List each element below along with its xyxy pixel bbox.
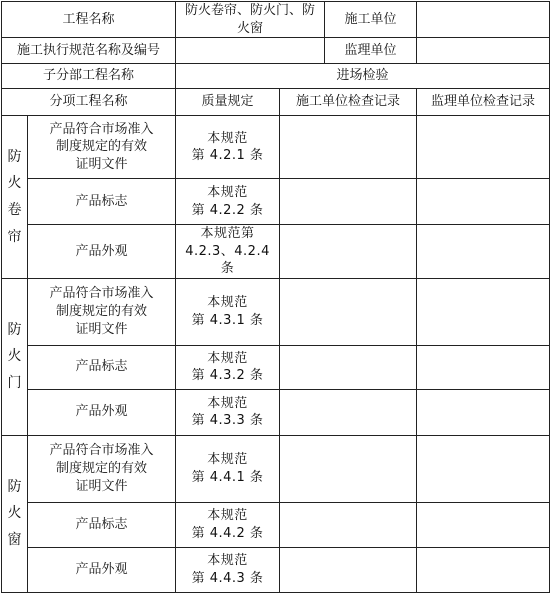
supervisor-record-header: 监理单位检查记录 [417, 89, 550, 116]
project-name-label: 工程名称 [2, 2, 176, 38]
contractor-record-header: 施工单位检查记录 [280, 89, 417, 116]
contractor-record-cell[interactable] [280, 278, 417, 345]
spec-value[interactable] [176, 38, 325, 64]
supervisor-record-cell[interactable] [417, 116, 550, 179]
rule-cell: 本规范 第 4.3.3 条 [176, 389, 280, 435]
supervisor-record-cell[interactable] [417, 179, 550, 225]
rule-cell: 本规范 第 4.4.2 条 [176, 502, 280, 547]
rule-cell: 本规范 第 4.3.2 条 [176, 345, 280, 389]
rule-cell: 本规范 第 4.3.1 条 [176, 278, 280, 345]
group-name-fire-shutter: 防 火 卷 帘 [2, 116, 28, 279]
subdivision-name-label: 子分部工程名称 [2, 64, 176, 89]
supervisor-label: 监理单位 [325, 38, 417, 64]
contractor-record-cell[interactable] [280, 547, 417, 592]
contractor-record-cell[interactable] [280, 345, 417, 389]
supervisor-record-cell[interactable] [417, 278, 550, 345]
header-row-project [2, 2, 550, 38]
entry-inspection-label: 进场检验 [176, 64, 550, 89]
item-cell: 产品符合市场准入 制度规定的有效 证明文件 [28, 278, 176, 345]
rule-cell: 本规范 第 4.2.2 条 [176, 179, 280, 225]
group-name-fire-window: 防 火 窗 [2, 435, 28, 592]
rule-cell: 本规范 第 4.4.3 条 [176, 547, 280, 592]
contractor-record-cell[interactable] [280, 179, 417, 225]
supervisor-record-cell[interactable] [417, 389, 550, 435]
contractor-record-cell[interactable] [280, 225, 417, 279]
item-cell: 产品标志 [28, 179, 176, 225]
table-row [2, 345, 550, 389]
item-cell: 产品标志 [28, 502, 176, 547]
supervisor-record-cell[interactable] [417, 225, 550, 279]
rule-cell: 本规范 第 4.4.1 条 [176, 435, 280, 502]
table-row [2, 435, 550, 502]
header-row-spec [2, 38, 550, 64]
item-name-header: 分项工程名称 [2, 89, 176, 116]
contractor-label: 施工单位 [325, 2, 417, 38]
supervisor-record-cell[interactable] [417, 345, 550, 389]
table-row [2, 389, 550, 435]
contractor-record-cell[interactable] [280, 389, 417, 435]
contractor-record-cell[interactable] [280, 502, 417, 547]
item-cell: 产品标志 [28, 345, 176, 389]
item-cell: 产品外观 [28, 225, 176, 279]
table-row [2, 179, 550, 225]
contractor-record-cell[interactable] [280, 435, 417, 502]
supervisor-record-cell[interactable] [417, 502, 550, 547]
contractor-record-cell[interactable] [280, 116, 417, 179]
item-cell: 产品外观 [28, 389, 176, 435]
supervisor-record-cell[interactable] [417, 435, 550, 502]
column-header-row [2, 89, 550, 116]
rule-cell: 本规范第 4.2.3、4.2.4 条 [176, 225, 280, 279]
item-cell: 产品符合市场准入 制度规定的有效 证明文件 [28, 435, 176, 502]
rule-cell: 本规范 第 4.2.1 条 [176, 116, 280, 179]
item-cell: 产品符合市场准入 制度规定的有效 证明文件 [28, 116, 176, 179]
item-cell: 产品外观 [28, 547, 176, 592]
quality-rule-header: 质量规定 [176, 89, 280, 116]
table-row [2, 547, 550, 592]
contractor-value[interactable] [417, 2, 550, 38]
group-name-fire-door: 防 火 门 [2, 278, 28, 435]
supervisor-value[interactable] [417, 38, 550, 64]
table-row [2, 502, 550, 547]
table-row [2, 278, 550, 345]
supervisor-record-cell[interactable] [417, 547, 550, 592]
table-row [2, 116, 550, 179]
spec-label: 施工执行规范名称及编号 [2, 38, 176, 64]
subdivision-row [2, 64, 550, 89]
table-row [2, 225, 550, 279]
inspection-form-table [1, 1, 550, 593]
project-name-value[interactable]: 防火卷帘、防火门、防火窗 [176, 2, 325, 38]
